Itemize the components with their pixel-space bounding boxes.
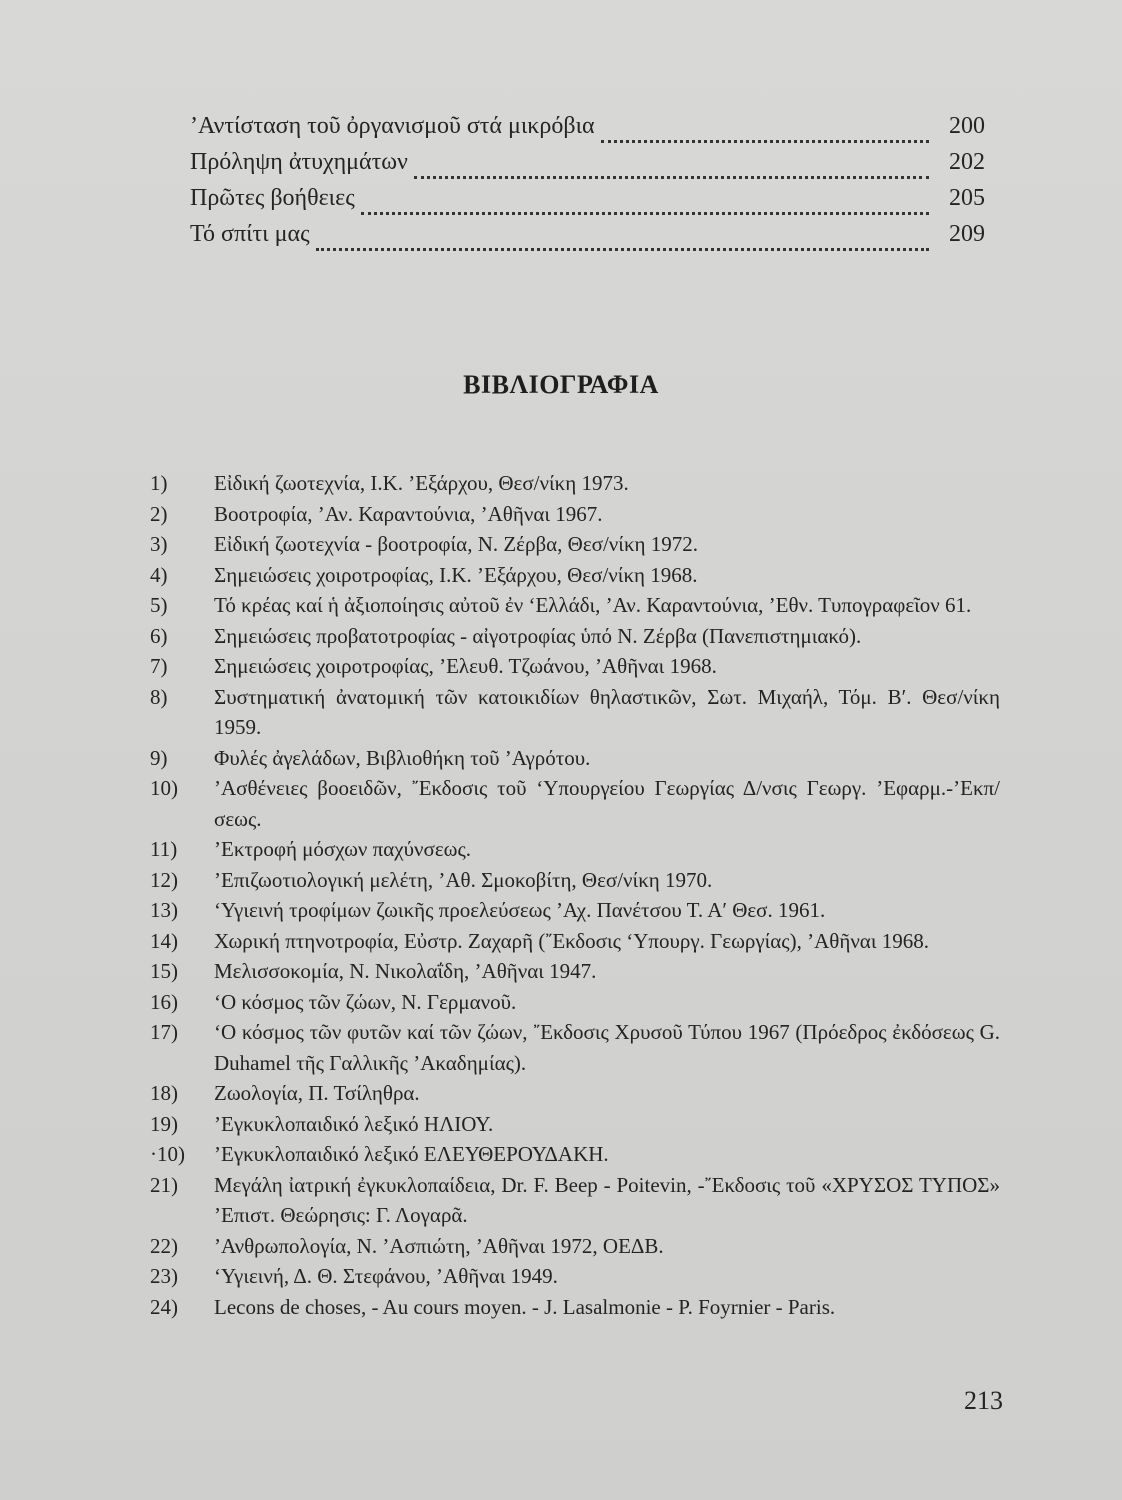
bibliography-entry bbox=[150, 1139, 1000, 1170]
entry-text: ‘Υγιεινή τροφίμων ζωικῆς προελεύσεως ’Αχ. Πανέτσου Τ. Α′ Θεσ. 1961. bbox=[214, 898, 826, 922]
entry-text: Βοοτροφία, ’Αν. Καραντούνια, ’Αθῆναι 1967. bbox=[214, 501, 603, 526]
toc-page-number: 205 bbox=[949, 185, 985, 211]
entry-text: ’Εκτροφή μόσχων παχύνσεως. bbox=[214, 837, 472, 861]
entry-text: Τό κρέας καί ἡ ἀξιοποίησις αὐτοῦ ἐν ‘Ελλάδι, ’Αν. Καραντούνια, ’Εθν. Τυπογραφεῖον 61. bbox=[214, 593, 972, 617]
entry-number: 16) bbox=[150, 989, 178, 1014]
bibliography-entry bbox=[150, 560, 1000, 591]
bibliography-entry bbox=[150, 1170, 1000, 1231]
bibliography-entry bbox=[150, 468, 1000, 499]
bibliography-entry bbox=[150, 499, 1000, 530]
entry-number: 7) bbox=[150, 654, 168, 678]
entry-text: Lecons de choses, - Au cours moyen. - J. Lasalmonie - P. Foyrnier - Paris. bbox=[214, 1294, 836, 1319]
entry-text: ‘Ο κόσμος τῶν φυτῶν καί τῶν ζώων, ῎Εκδοσις Χρυσοῦ Τύπου 1967 (Πρόεδρος ἐκδόσεως G. Duhamel τῆς Γαλλικῆς ’Ακαδημίας). bbox=[214, 1020, 1000, 1075]
entry-text: ’Ασθένειες βοοειδῶν, ῎Εκδοσις τοῦ ‘Υπουργείου Γεωργίας Δ/νσις Γεωργ. ’Εφαρμ.-’Εκπ/σεως. bbox=[214, 776, 1000, 831]
entry-text: Συστηματική ἀνατομική τῶν κατοικιδίων θηλαστικῶν, Σωτ. Μιχαήλ, Τόμ. Β′. Θεσ/νίκη 1959. bbox=[214, 684, 1000, 739]
bibliography-entry bbox=[150, 1292, 1000, 1323]
entry-text: ’Επιζωοτιολογική μελέτη, ’Αθ. Σμοκοβίτη, Θεσ/νίκη 1970. bbox=[214, 867, 713, 892]
bibliography-entry bbox=[150, 1109, 1000, 1140]
bibliography-entry bbox=[150, 682, 1000, 743]
entry-text: Σημειώσεις προβατοτροφίας - αἰγοτροφίας ὑπό Ν. Ζέρβα (Πανεπιστημιακό). bbox=[214, 623, 862, 648]
bibliography-entry bbox=[150, 773, 1000, 834]
entry-number: 2) bbox=[150, 501, 168, 526]
toc-title: Πρόληψη ἀτυχημάτων bbox=[190, 149, 408, 175]
entry-text: Σημειώσεις χοιροτροφίας, ’Ελευθ. Τζωάνου, ’Αθῆναι 1968. bbox=[214, 654, 717, 678]
entry-number: 15) bbox=[150, 959, 178, 983]
entry-number: 13) bbox=[150, 898, 178, 922]
entry-number: 19) bbox=[150, 1111, 178, 1136]
entry-text: ’Ανθρωπολογία, Ν. ’Ασπιώτη, ’Αθῆναι 1972, ΟΕΔΒ. bbox=[214, 1233, 664, 1258]
page-number: 213 bbox=[964, 1386, 1003, 1415]
entry-number: 23) bbox=[150, 1264, 178, 1288]
entry-number: 17) bbox=[150, 1020, 178, 1044]
toc-page-number: 200 bbox=[949, 113, 985, 139]
entry-number: 5) bbox=[150, 593, 168, 617]
entry-number: 8) bbox=[150, 684, 168, 709]
toc-page-number: 209 bbox=[949, 221, 985, 247]
entry-text: ’Εγκυκλοπαιδικό λεξικό ΗΛΙΟΥ. bbox=[214, 1111, 494, 1136]
bibliography-entry bbox=[150, 621, 1000, 652]
entry-number: 9) bbox=[150, 745, 168, 770]
bibliography-entry bbox=[150, 895, 1000, 926]
bibliography-heading: ΒΙΒΛΙΟΓΡΑΦΙΑ bbox=[463, 370, 659, 399]
entry-number: 6) bbox=[150, 623, 168, 648]
entry-text: Εἰδική ζωοτεχνία - βοοτροφία, Ν. Ζέρβα, Θεσ/νίκη 1972. bbox=[214, 532, 699, 556]
entry-number: 3) bbox=[150, 532, 168, 556]
toc-page-number: 202 bbox=[949, 149, 985, 175]
entry-number: 14) bbox=[150, 928, 178, 953]
toc-dot-leader bbox=[316, 248, 929, 251]
bibliography-entry bbox=[150, 529, 1000, 560]
toc-row bbox=[190, 221, 985, 257]
bibliography-list bbox=[150, 468, 1000, 1322]
entry-number: 11) bbox=[150, 837, 178, 861]
entry-text: Σημειώσεις χοιροτροφίας, Ι.Κ. ’Εξάρχου, Θεσ/νίκη 1968. bbox=[214, 562, 698, 587]
entry-number: 24) bbox=[150, 1294, 178, 1319]
toc-row bbox=[190, 113, 985, 149]
entry-text: Εἰδική ζωοτεχνία, Ι.Κ. ’Εξάρχου, Θεσ/νίκη 1973. bbox=[214, 471, 629, 495]
bibliography-entry bbox=[150, 926, 1000, 957]
toc-dot-leader bbox=[361, 212, 929, 215]
bibliography-entry bbox=[150, 987, 1000, 1018]
entry-text: ’Εγκυκλοπαιδικό λεξικό ΕΛΕΥΘΕΡΟΥΔΑΚΗ. bbox=[214, 1142, 609, 1166]
toc-dot-leader bbox=[414, 176, 929, 179]
entry-text: Μελισσοκομία, Ν. Νικολαΐδη, ’Αθῆναι 1947. bbox=[214, 959, 597, 983]
entry-number: 10) bbox=[150, 776, 178, 800]
entry-number: 21) bbox=[150, 1172, 178, 1197]
entry-text: Μεγάλη ἰατρική ἐγκυκλοπαίδεια, Dr. F. Beep - Poitevin, -῎Εκδοσις τοῦ «ΧΡΥΣΟΣ ΤΥΠΟΣ» ’Επιστ. Θεώρησις: Γ. Λογαρᾶ. bbox=[214, 1172, 1000, 1227]
bibliography-entry bbox=[150, 956, 1000, 987]
entry-number: 1) bbox=[150, 471, 168, 495]
toc-title: ’Αντίσταση τοῦ ὀργανισμοῦ στά μικρόβια bbox=[190, 113, 595, 139]
bibliography-entry bbox=[150, 1078, 1000, 1109]
bibliography-entry bbox=[150, 651, 1000, 682]
table-of-contents bbox=[190, 113, 985, 257]
entry-text: Ζωολογία, Π. Τσίληθρα. bbox=[214, 1081, 420, 1105]
bibliography-entry bbox=[150, 1261, 1000, 1292]
entry-number: ·10) bbox=[150, 1142, 185, 1166]
toc-title: Τό σπίτι μας bbox=[190, 221, 310, 247]
entry-number: 22) bbox=[150, 1233, 178, 1258]
bibliography-entry bbox=[150, 743, 1000, 774]
entry-number: 4) bbox=[150, 562, 168, 587]
toc-row bbox=[190, 149, 985, 185]
entry-text: ‘Ο κόσμος τῶν ζώων, Ν. Γερμανοῦ. bbox=[214, 989, 517, 1014]
bibliography-entry bbox=[150, 834, 1000, 865]
bibliography-entry bbox=[150, 1017, 1000, 1078]
bibliography-entry bbox=[150, 590, 1000, 621]
toc-row bbox=[190, 185, 985, 221]
toc-dot-leader bbox=[601, 140, 929, 143]
entry-text: Φυλές ἀγελάδων, Βιβλιοθήκη τοῦ ’Αγρότου. bbox=[214, 745, 591, 770]
entry-number: 12) bbox=[150, 867, 178, 892]
bibliography-entry bbox=[150, 865, 1000, 896]
entry-text: ‘Υγιεινή, Δ. Θ. Στεφάνου, ’Αθῆναι 1949. bbox=[214, 1264, 558, 1288]
entry-text: Χωρική πτηνοτροφία, Εὐστρ. Ζαχαρῆ (῎Εκδοσις ‘Υπουργ. Γεωργίας), ’Αθῆναι 1968. bbox=[214, 928, 929, 953]
bibliography-entry bbox=[150, 1231, 1000, 1262]
toc-title: Πρῶτες βοήθειες bbox=[190, 185, 355, 211]
entry-number: 18) bbox=[150, 1081, 178, 1105]
